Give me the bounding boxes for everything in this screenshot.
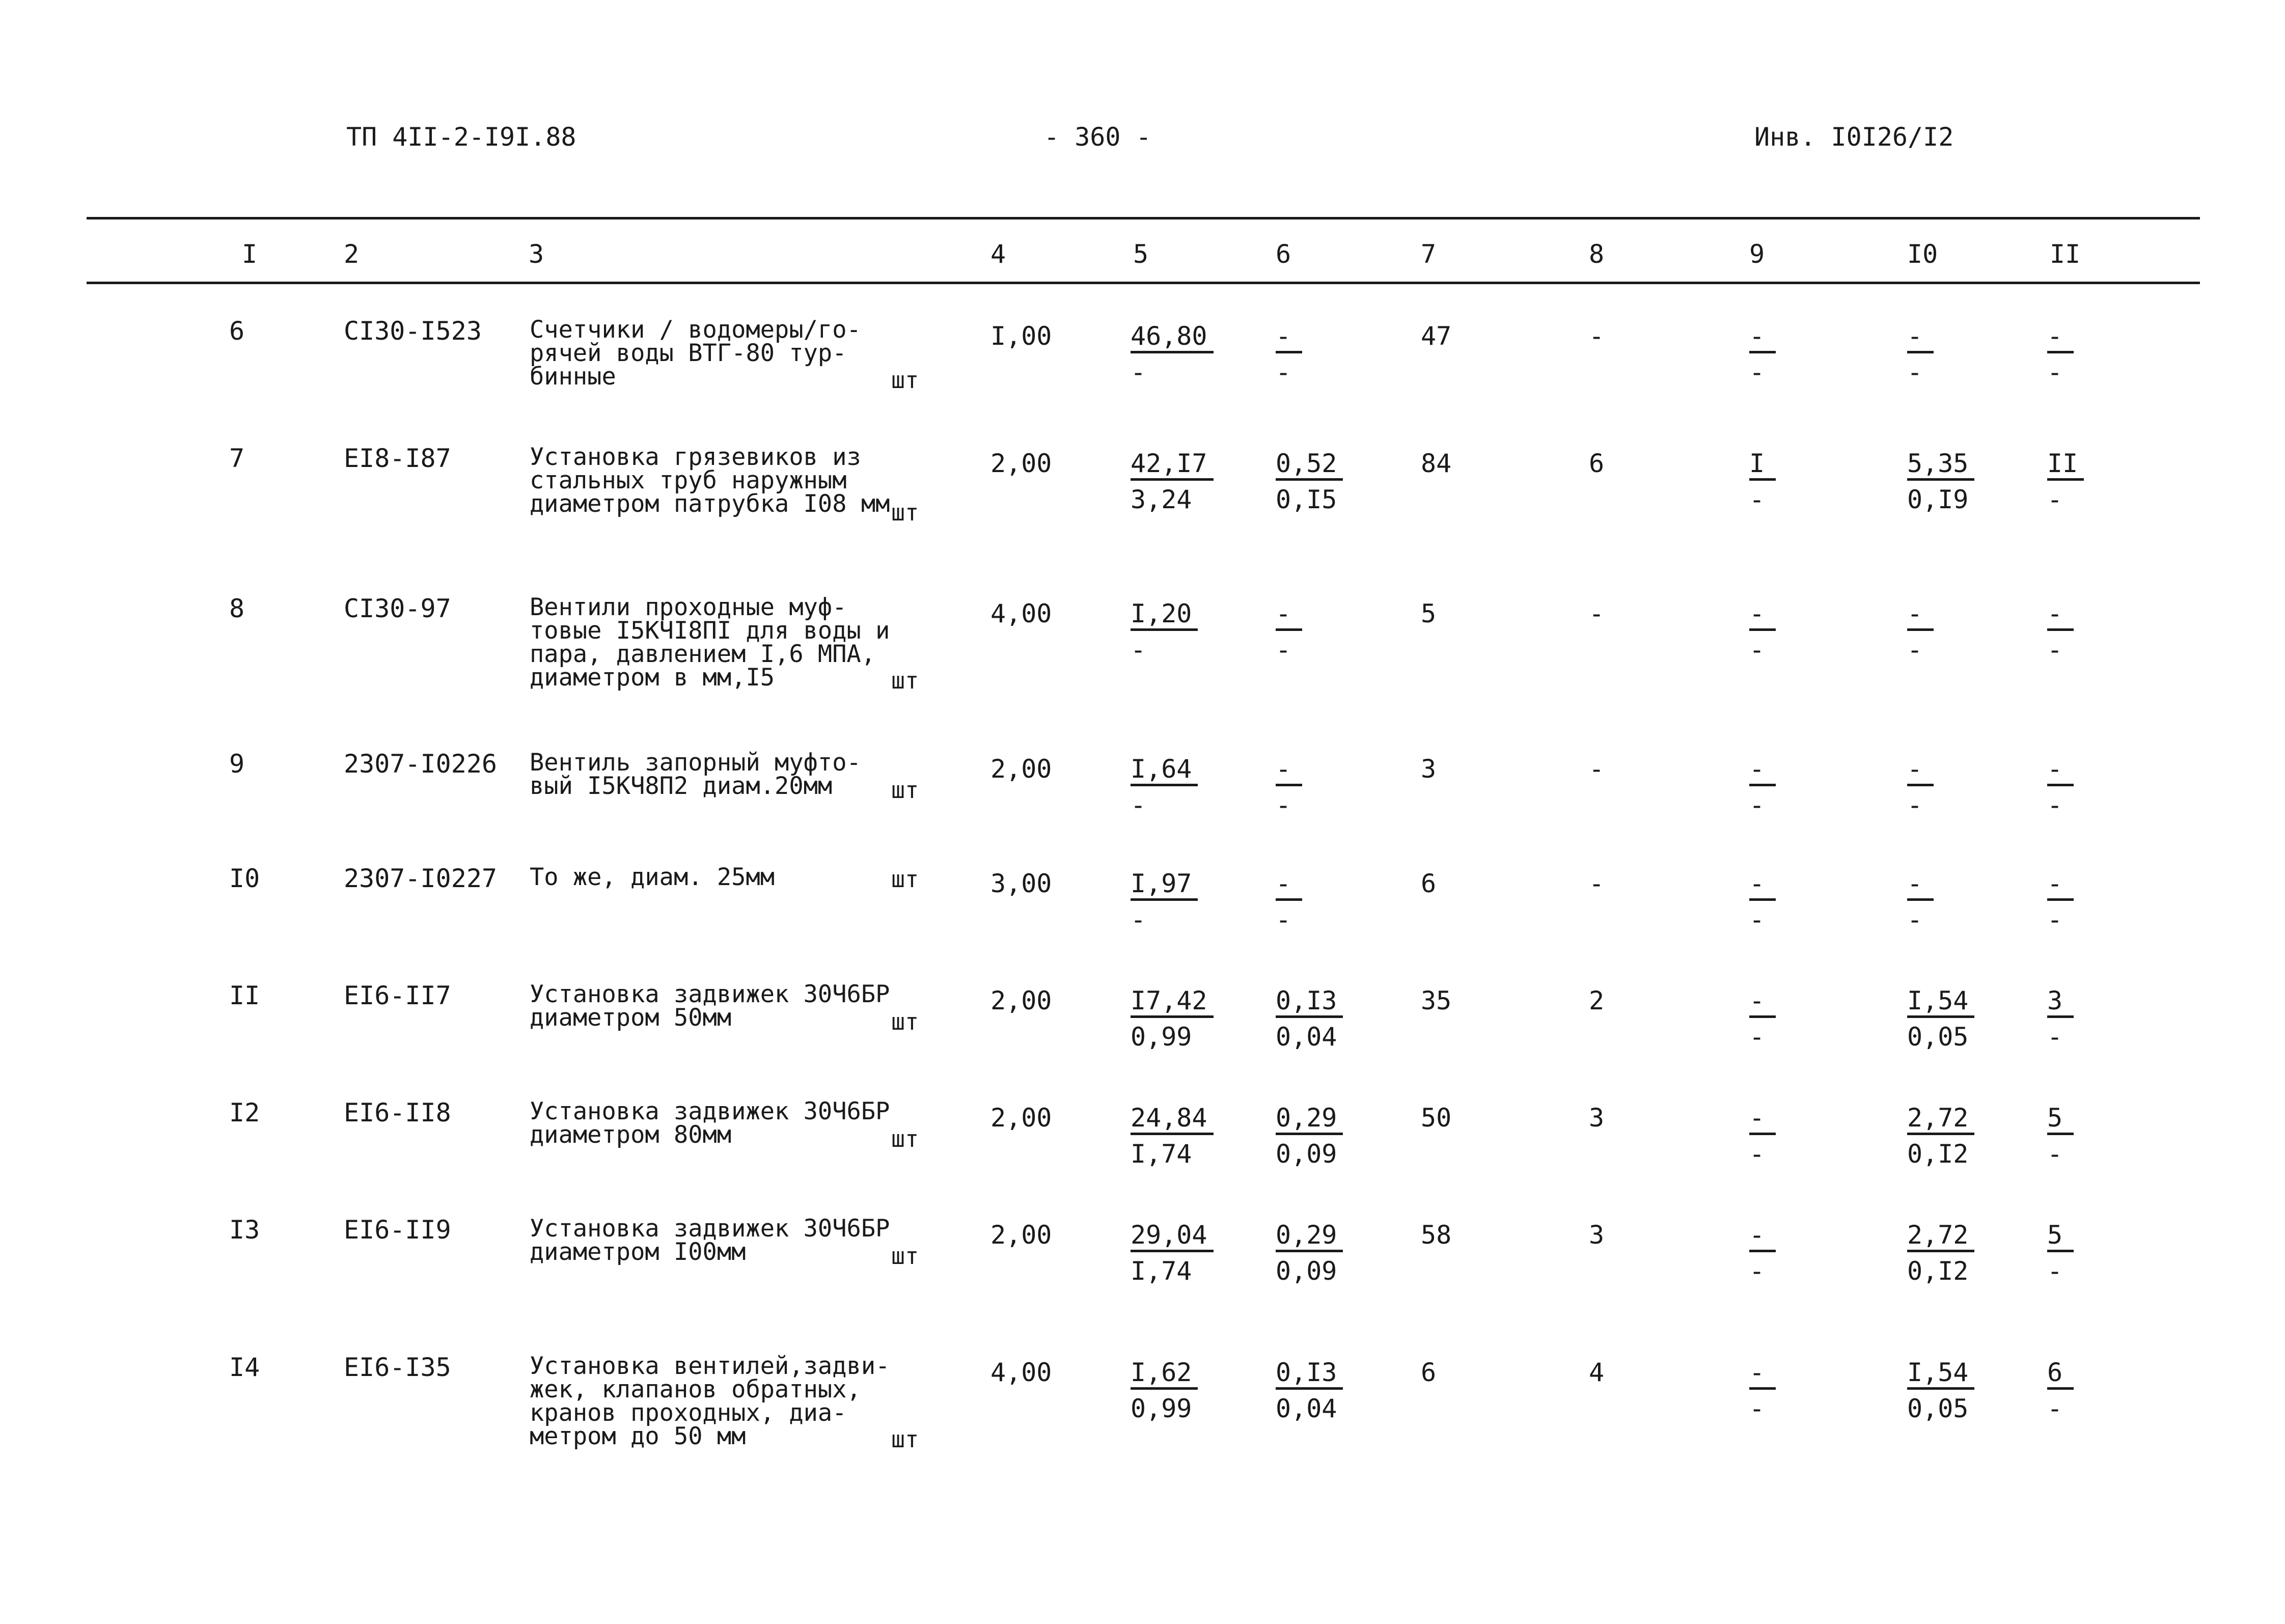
cost-col5-bottom: 0,99 <box>1131 1022 1192 1052</box>
column-header-3: 3 <box>529 239 544 269</box>
value-col9-top: - <box>1749 1222 1776 1252</box>
cost-col5-bottom: 0,99 <box>1131 1394 1192 1423</box>
cost-col6-top: 0,29 <box>1276 1105 1343 1135</box>
value-col9-bottom: - <box>1749 1394 1765 1423</box>
unit-of-measure: шт <box>891 1426 919 1453</box>
value-col10-bottom: 0,I9 <box>1907 485 1969 514</box>
cost-col6-bottom: 0,I5 <box>1276 485 1337 514</box>
cost-col6 <box>1276 988 1343 1050</box>
value-col11-top: - <box>2047 756 2074 786</box>
table-header-rule <box>87 282 2200 284</box>
table-top-rule <box>87 217 2200 219</box>
total-col8: 6 <box>1589 449 1605 478</box>
cost-col5-top: I7,42 <box>1131 988 1214 1018</box>
cost-col5 <box>1131 1105 1214 1167</box>
total-col8: - <box>1589 869 1605 898</box>
work-description: Вентили проходные муф-товые I5КЧI8ПI для воды и пара, давлением I,6 МПА, диаметром в мм,I5 <box>530 593 890 692</box>
total-col8: - <box>1589 321 1605 351</box>
column-header-10: I0 <box>1907 239 1938 269</box>
quantity: 4,00 <box>990 599 1052 628</box>
cost-col5-bottom: - <box>1131 635 1146 665</box>
rate-code: 2307-I0227 <box>344 864 498 893</box>
value-col10-bottom: - <box>1907 790 1923 820</box>
cost-col6-top: 0,52 <box>1276 451 1343 481</box>
doc-code: ТП 4II-2-I9I.88 <box>346 122 576 152</box>
value-col10-bottom: - <box>1907 635 1923 665</box>
cost-col6 <box>1276 1222 1343 1284</box>
cost-col6-bottom: - <box>1276 905 1291 934</box>
value-col11-bottom: - <box>2047 635 2063 665</box>
column-header-8: 8 <box>1589 239 1605 269</box>
rate-code: EI6-II7 <box>344 981 451 1010</box>
value-col10 <box>1907 1105 1974 1167</box>
work-description: Установка задвижек 30Ч6БР диаметром 50мм <box>530 980 890 1032</box>
rate-code: EI6-I35 <box>344 1353 451 1382</box>
value-col10 <box>1907 601 1934 663</box>
cost-col5-top: I,97 <box>1131 871 1198 901</box>
row-number: I4 <box>229 1353 260 1382</box>
value-col11-bottom: - <box>2047 1022 2063 1052</box>
value-col11-top: - <box>2047 323 2074 353</box>
rate-code: EI6-II8 <box>344 1098 451 1127</box>
work-description: Счетчики / водомеры/го-рячей воды ВТГ-80 тур-бинные <box>530 316 861 391</box>
total-col7: 6 <box>1421 1358 1437 1387</box>
value-col11-top: - <box>2047 601 2074 631</box>
unit-of-measure: шт <box>891 667 919 694</box>
value-col10-bottom: 0,05 <box>1907 1394 1969 1423</box>
page-number: - 360 - <box>1044 122 1151 152</box>
column-header-1: I <box>242 239 258 269</box>
value-col9-bottom: - <box>1749 635 1765 665</box>
cost-col6-top: 0,29 <box>1276 1222 1343 1252</box>
value-col10-bottom: - <box>1907 357 1923 387</box>
work-description: Установка задвижек 30Ч6БР диаметром 80мм <box>530 1097 890 1149</box>
value-col9-bottom: - <box>1749 357 1765 387</box>
value-col11 <box>2047 1222 2074 1284</box>
value-col11-top: - <box>2047 871 2074 901</box>
value-col10-bottom: - <box>1907 905 1923 934</box>
cost-col6 <box>1276 871 1302 932</box>
value-col9 <box>1749 1222 1776 1284</box>
value-col10-top: - <box>1907 601 1934 631</box>
quantity: 4,00 <box>990 1358 1052 1387</box>
total-col7: 58 <box>1421 1220 1452 1250</box>
column-header-7: 7 <box>1421 239 1437 269</box>
quantity: 2,00 <box>990 1220 1052 1250</box>
cost-col5 <box>1131 871 1198 932</box>
row-number: II <box>229 981 260 1010</box>
cost-col5 <box>1131 323 1214 385</box>
rate-code: EI8-I87 <box>344 444 451 473</box>
unit-of-measure: шт <box>891 1125 919 1152</box>
value-col9-bottom: - <box>1749 790 1765 820</box>
value-col11 <box>2047 1105 2074 1167</box>
value-col9-bottom: - <box>1749 485 1765 514</box>
value-col9-top: - <box>1749 756 1776 786</box>
cost-col5-bottom: - <box>1131 790 1146 820</box>
value-col9 <box>1749 601 1776 663</box>
value-col10-bottom: 0,I2 <box>1907 1139 1969 1169</box>
value-col11-top: II <box>2047 451 2084 481</box>
inventory-number: Инв. I0I26/I2 <box>1754 122 1954 152</box>
total-col7: 35 <box>1421 986 1452 1015</box>
quantity: 2,00 <box>990 449 1052 478</box>
cost-col5 <box>1131 601 1198 663</box>
quantity: I,00 <box>990 321 1052 351</box>
work-description: Установка грязевиков из стальных труб наружным диаметром патрубка I08 мм <box>530 443 890 518</box>
cost-col6 <box>1276 756 1302 818</box>
cost-col6 <box>1276 1105 1343 1167</box>
work-description: Установка вентилей,задви-жек, клапанов обратных, кранов проходных, диа-метром до 50 мм <box>530 1352 890 1450</box>
value-col9-top: I <box>1749 451 1776 481</box>
value-col10-bottom: 0,05 <box>1907 1022 1969 1052</box>
cost-col6 <box>1276 601 1302 663</box>
unit-of-measure: шт <box>891 866 919 893</box>
column-header-5: 5 <box>1133 239 1149 269</box>
value-col11-bottom: - <box>2047 485 2063 514</box>
cost-col6 <box>1276 451 1343 512</box>
rate-code: CI30-I523 <box>344 316 482 346</box>
unit-of-measure: шт <box>891 499 919 526</box>
total-col7: 50 <box>1421 1103 1452 1133</box>
value-col10 <box>1907 1360 1974 1421</box>
value-col11 <box>2047 756 2074 818</box>
cost-col5-bottom: - <box>1131 357 1146 387</box>
value-col11-bottom: - <box>2047 905 2063 934</box>
cost-col6 <box>1276 323 1302 385</box>
cost-col6-top: - <box>1276 871 1302 901</box>
unit-of-measure: шт <box>891 1243 919 1270</box>
total-col8: 3 <box>1589 1103 1605 1133</box>
cost-col5 <box>1131 1222 1214 1284</box>
value-col9 <box>1749 323 1776 385</box>
value-col9-top: - <box>1749 988 1776 1018</box>
total-col8: 3 <box>1589 1220 1605 1250</box>
cost-col6-top: - <box>1276 756 1302 786</box>
cost-col5-top: I,62 <box>1131 1360 1198 1390</box>
column-header-4: 4 <box>990 239 1006 269</box>
value-col9-top: - <box>1749 323 1776 353</box>
work-description: Установка задвижек 30Ч6БР диаметром I00мм <box>530 1215 890 1266</box>
value-col9-bottom: - <box>1749 1256 1765 1286</box>
value-col9 <box>1749 988 1776 1050</box>
value-col10-top: - <box>1907 871 1934 901</box>
row-number: I0 <box>229 864 260 893</box>
cost-col6-top: 0,I3 <box>1276 988 1343 1018</box>
value-col10 <box>1907 871 1934 932</box>
cost-col6-top: - <box>1276 323 1302 353</box>
cost-col5-bottom: - <box>1131 905 1146 934</box>
row-number: I2 <box>229 1098 260 1127</box>
row-number: 6 <box>229 316 245 346</box>
cost-col6-bottom: - <box>1276 790 1291 820</box>
total-col7: 3 <box>1421 754 1437 784</box>
value-col11-bottom: - <box>2047 1256 2063 1286</box>
value-col9-top: - <box>1749 1360 1776 1390</box>
value-col11-bottom: - <box>2047 790 2063 820</box>
total-col8: - <box>1589 754 1605 784</box>
unit-of-measure: шт <box>891 1008 919 1035</box>
column-header-11: II <box>2050 239 2081 269</box>
rate-code: 2307-I0226 <box>344 749 498 779</box>
row-number: I3 <box>229 1215 260 1245</box>
value-col9-bottom: - <box>1749 905 1765 934</box>
cost-col5 <box>1131 451 1214 512</box>
cost-col5-bottom: I,74 <box>1131 1139 1192 1169</box>
value-col9 <box>1749 1105 1776 1167</box>
value-col9-top: - <box>1749 1105 1776 1135</box>
cost-col5 <box>1131 756 1198 818</box>
value-col11-top: 3 <box>2047 988 2074 1018</box>
cost-col5-bottom: I,74 <box>1131 1256 1192 1286</box>
unit-of-measure: шт <box>891 777 919 804</box>
total-col7: 84 <box>1421 449 1452 478</box>
rate-code: EI6-II9 <box>344 1215 451 1245</box>
quantity: 2,00 <box>990 754 1052 784</box>
value-col9 <box>1749 1360 1776 1421</box>
value-col10-bottom: 0,I2 <box>1907 1256 1969 1286</box>
value-col11 <box>2047 451 2084 512</box>
cost-col5-top: 29,04 <box>1131 1222 1214 1252</box>
row-number: 9 <box>229 749 245 779</box>
value-col10-top: - <box>1907 756 1934 786</box>
cost-col5-top: 42,I7 <box>1131 451 1214 481</box>
row-number: 7 <box>229 444 245 473</box>
cost-col5-top: 46,80 <box>1131 323 1214 353</box>
value-col9 <box>1749 756 1776 818</box>
rate-code: CI30-97 <box>344 594 451 623</box>
cost-col6 <box>1276 1360 1343 1421</box>
total-col7: 5 <box>1421 599 1437 628</box>
cost-col5 <box>1131 1360 1198 1421</box>
value-col11-top: 5 <box>2047 1105 2074 1135</box>
work-description: То же, диам. 25мм <box>530 863 775 891</box>
value-col11 <box>2047 323 2074 385</box>
unit-of-measure: шт <box>891 367 919 394</box>
value-col11-bottom: - <box>2047 357 2063 387</box>
value-col10-top: 5,35 <box>1907 451 1974 481</box>
value-col10-top: 2,72 <box>1907 1222 1974 1252</box>
value-col11 <box>2047 601 2074 663</box>
row-number: 8 <box>229 594 245 623</box>
value-col11-top: 6 <box>2047 1360 2074 1390</box>
cost-col6-bottom: 0,09 <box>1276 1256 1337 1286</box>
total-col8: 2 <box>1589 986 1605 1015</box>
value-col11-bottom: - <box>2047 1394 2063 1423</box>
value-col10 <box>1907 323 1934 385</box>
cost-col6-top: - <box>1276 601 1302 631</box>
cost-col5-bottom: 3,24 <box>1131 485 1192 514</box>
total-col8: - <box>1589 599 1605 628</box>
column-header-6: 6 <box>1276 239 1291 269</box>
cost-col6-bottom: 0,09 <box>1276 1139 1337 1169</box>
value-col11 <box>2047 871 2074 932</box>
value-col9 <box>1749 871 1776 932</box>
cost-col6-bottom: 0,04 <box>1276 1022 1337 1052</box>
cost-col5-top: 24,84 <box>1131 1105 1214 1135</box>
cost-col6-top: 0,I3 <box>1276 1360 1343 1390</box>
value-col10 <box>1907 1222 1974 1284</box>
cost-col5-top: I,64 <box>1131 756 1198 786</box>
quantity: 2,00 <box>990 986 1052 1015</box>
total-col7: 47 <box>1421 321 1452 351</box>
value-col11-bottom: - <box>2047 1139 2063 1169</box>
value-col9-top: - <box>1749 601 1776 631</box>
cost-col5 <box>1131 988 1214 1050</box>
value-col10 <box>1907 756 1934 818</box>
quantity: 3,00 <box>990 869 1052 898</box>
value-col10-top: I,54 <box>1907 1360 1974 1390</box>
cost-col6-bottom: - <box>1276 357 1291 387</box>
value-col10-top: 2,72 <box>1907 1105 1974 1135</box>
cost-col6-bottom: 0,04 <box>1276 1394 1337 1423</box>
value-col10 <box>1907 451 1974 512</box>
value-col9-bottom: - <box>1749 1022 1765 1052</box>
total-col7: 6 <box>1421 869 1437 898</box>
value-col11-top: 5 <box>2047 1222 2074 1252</box>
value-col10 <box>1907 988 1974 1050</box>
column-header-2: 2 <box>344 239 360 269</box>
value-col9 <box>1749 451 1776 512</box>
value-col9-bottom: - <box>1749 1139 1765 1169</box>
cost-col5-top: I,20 <box>1131 601 1198 631</box>
value-col10-top: I,54 <box>1907 988 1974 1018</box>
value-col10-top: - <box>1907 323 1934 353</box>
value-col9-top: - <box>1749 871 1776 901</box>
value-col11 <box>2047 1360 2074 1421</box>
quantity: 2,00 <box>990 1103 1052 1133</box>
column-header-9: 9 <box>1749 239 1765 269</box>
cost-col6-bottom: - <box>1276 635 1291 665</box>
work-description: Вентиль запорный муфто-вый I5КЧ8П2 диам.20мм <box>530 749 861 800</box>
total-col8: 4 <box>1589 1358 1605 1387</box>
value-col11 <box>2047 988 2074 1050</box>
